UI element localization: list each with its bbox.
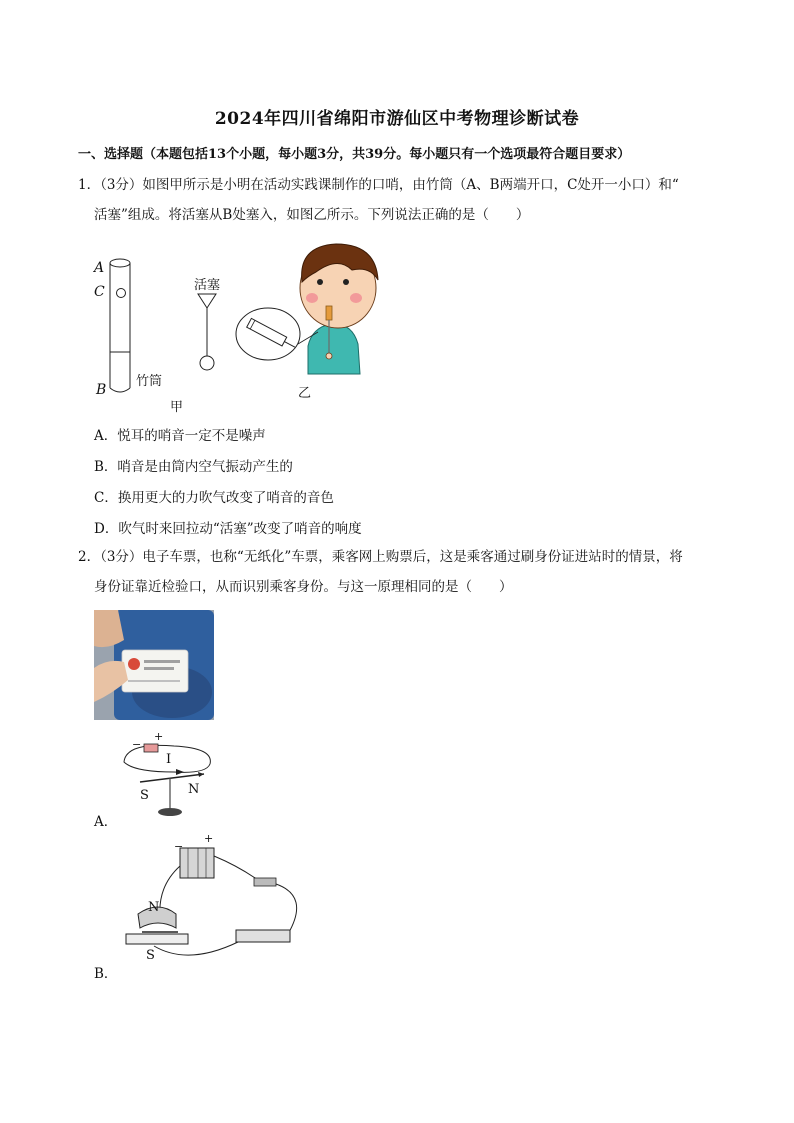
question-2-line-2: 身份证靠近检验口，从而识别乘客身份。与这一原理相同的是（ ） <box>94 579 513 595</box>
question-1-line-1: 1．（3分）如图甲所示是小明在活动实践课制作的口哨，由竹筒（A、B两端开口，C处开一小口）和“ <box>78 177 679 193</box>
q2-option-a[interactable]: A． <box>94 814 118 830</box>
id-card-scan-image <box>94 610 214 720</box>
magnet-circuit-diagram <box>118 836 308 966</box>
question-1-line-2: 活塞”组成。将活塞从B处塞入，如图乙所示。下列说法正确的是（ ） <box>94 207 530 223</box>
whistle-diagram <box>90 236 390 416</box>
question-2-line-1: 2．（3分）电子车票，也称“无纸化”车票，乘客网上购票后，这是乘客通过刷身份证进站时的情景，将 <box>78 549 683 565</box>
id-card-photo <box>94 610 214 720</box>
label-bamboo-tube: 竹筒 <box>136 374 163 389</box>
question-1-figure <box>90 236 390 416</box>
label-minus-a: − <box>132 738 142 751</box>
label-s-a: S <box>140 788 149 803</box>
q1-option-d[interactable]: D．吹气时来回拉动“活塞”改变了哨音的响度 <box>94 521 362 537</box>
label-minus-b: − <box>174 840 184 853</box>
option-a-figure <box>114 730 234 822</box>
question-1 <box>78 170 728 230</box>
label-jia: 甲 <box>170 400 184 415</box>
label-n-b: N <box>148 900 160 915</box>
q1-option-a[interactable]: A．悦耳的哨音一定不是噪声 <box>94 428 266 444</box>
q1-option-c[interactable]: C．换用更大的力吹气改变了哨音的音色 <box>94 490 334 506</box>
boy-illustration <box>236 244 378 374</box>
question-2 <box>78 542 728 602</box>
label-plus-b: + <box>204 832 214 845</box>
label-plus-a: + <box>154 730 164 743</box>
label-b: B <box>96 382 107 398</box>
label-piston: 活塞 <box>194 278 221 293</box>
q2-option-b[interactable]: B． <box>94 966 118 982</box>
label-s-b: S <box>146 948 155 963</box>
label-a: A <box>94 260 105 276</box>
label-n-a: N <box>188 782 200 797</box>
label-yi: 乙 <box>298 386 312 401</box>
q1-option-b[interactable]: B．哨音是由筒内空气振动产生的 <box>94 459 293 475</box>
label-current-i: I <box>166 752 172 767</box>
page-title: 2024年四川省绵阳市游仙区中考物理诊断试卷 <box>214 109 580 129</box>
section-heading: 一、选择题（本题包括13个小题，每小题3分，共39分。每小题只有一个选项最符合题目要求） <box>78 147 631 162</box>
option-b-figure <box>118 832 308 966</box>
label-c: C <box>94 284 105 300</box>
